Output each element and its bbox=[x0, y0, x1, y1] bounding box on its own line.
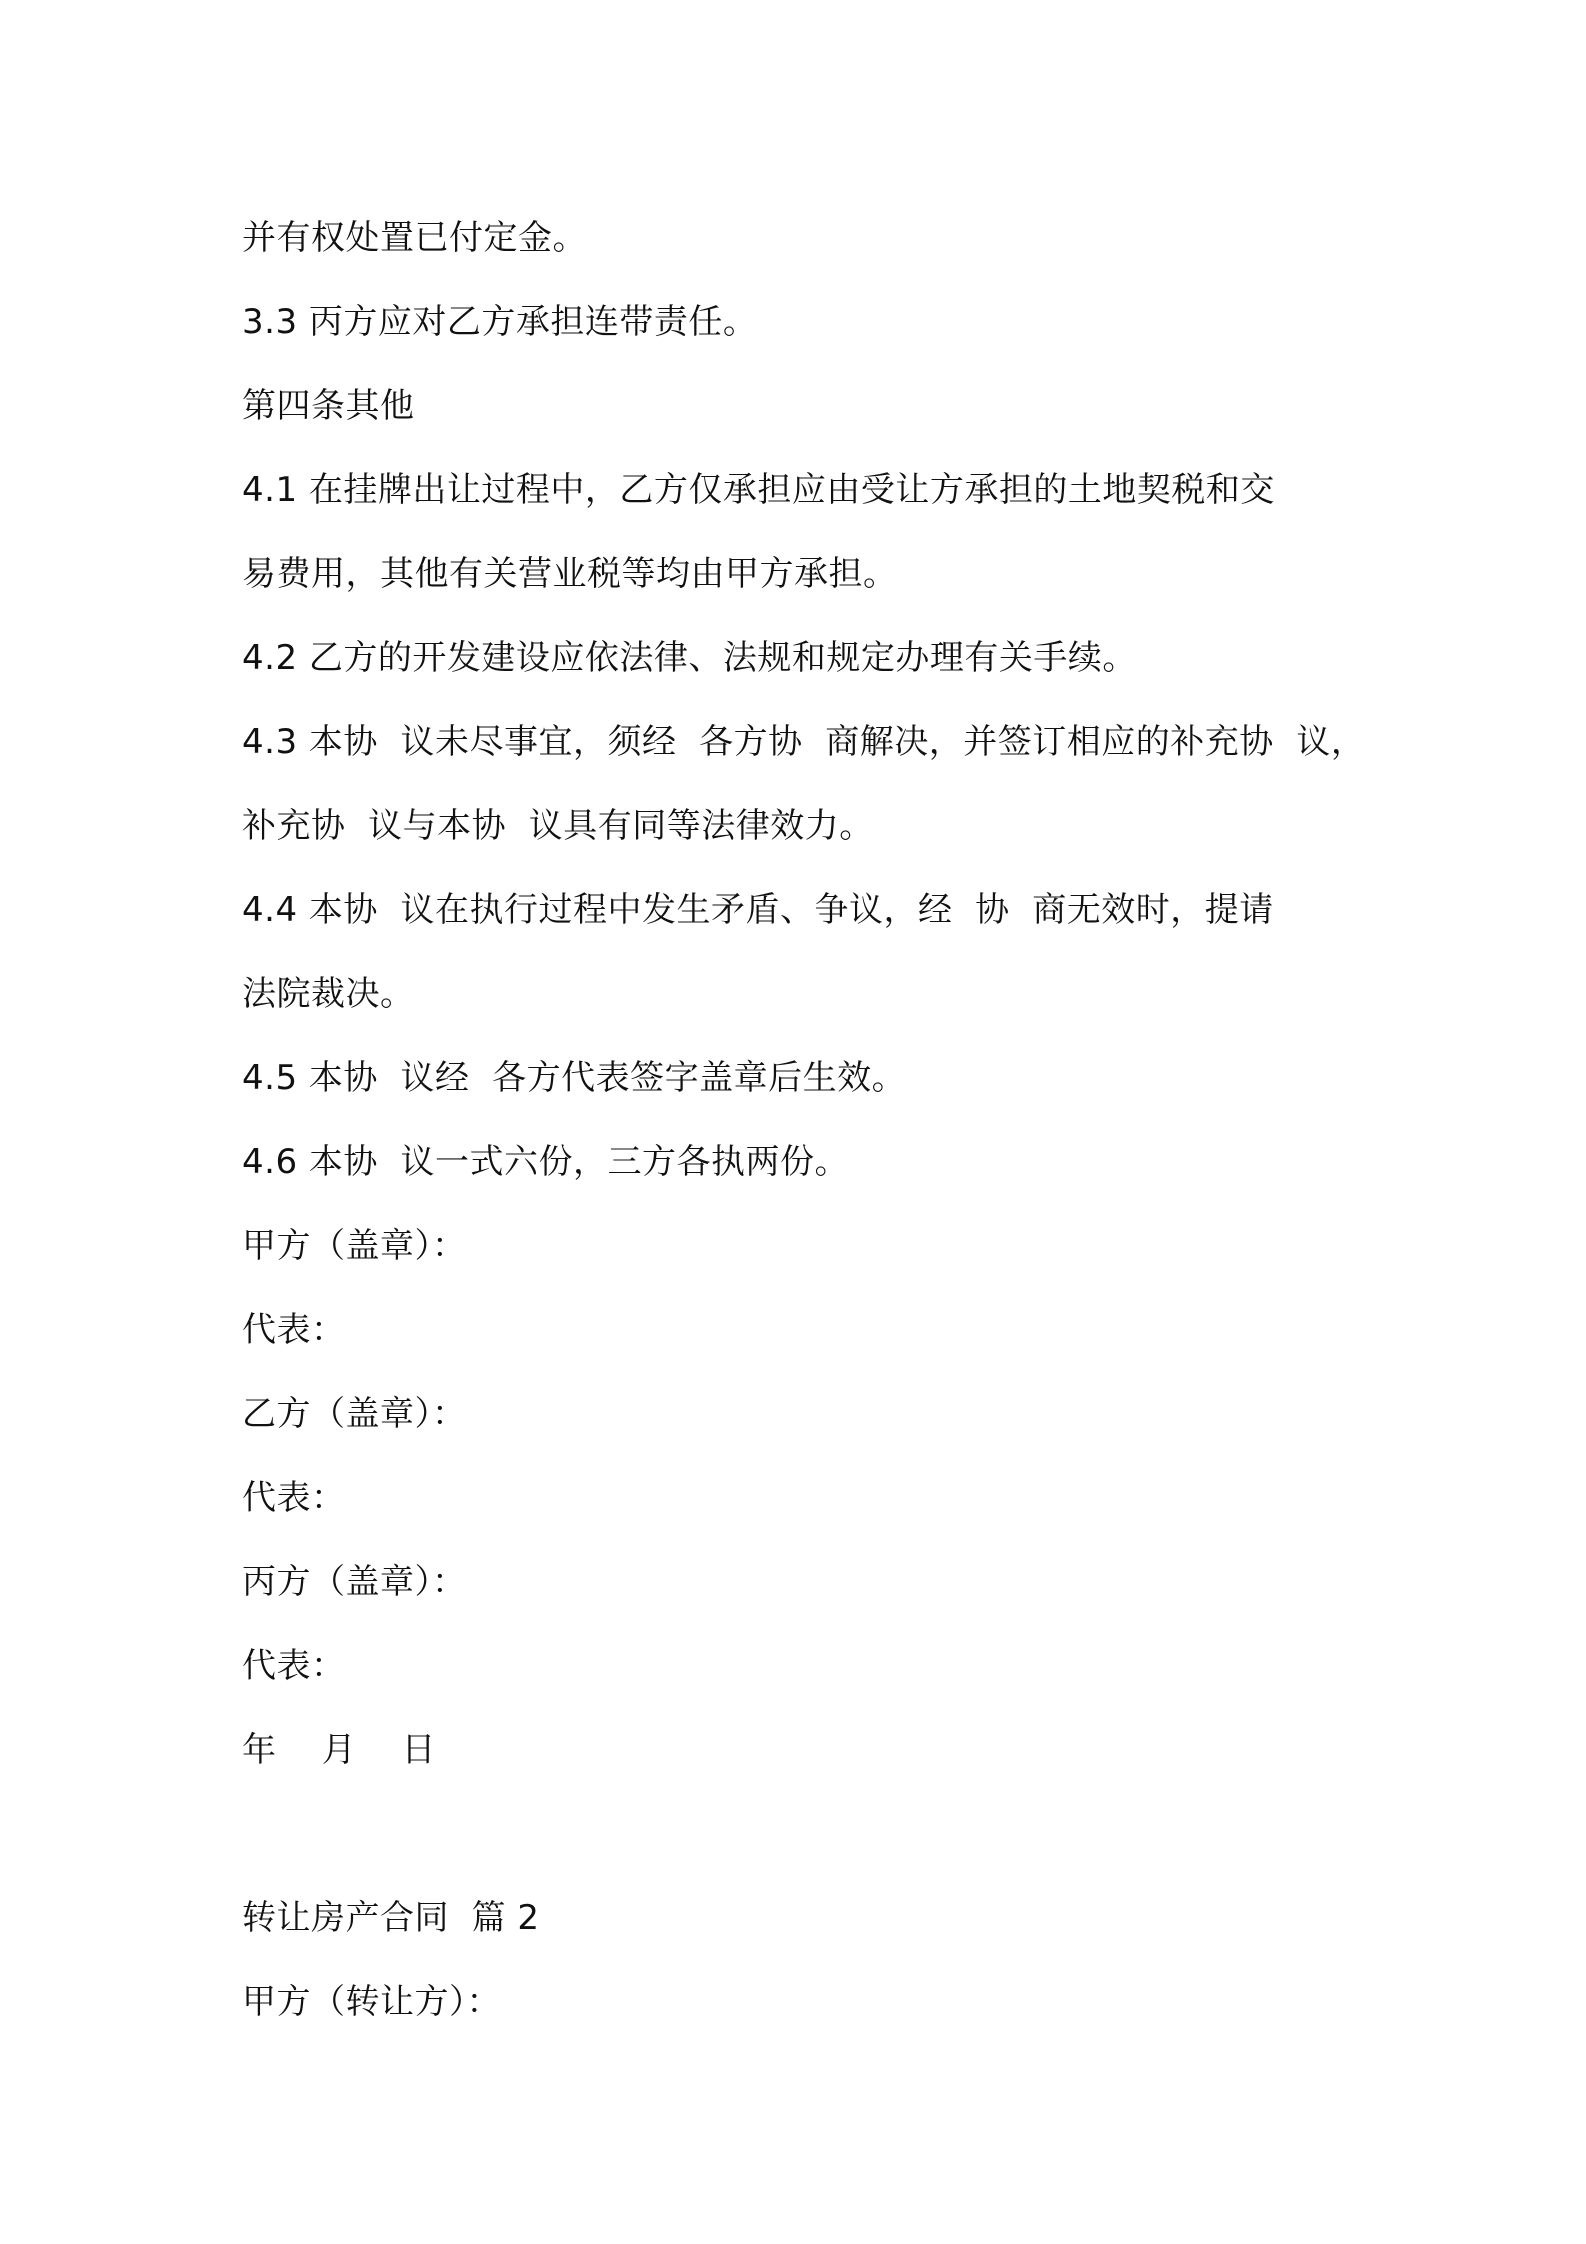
party-b-seal: 乙方（盖章）： bbox=[242, 1394, 467, 1434]
party-c-seal: 丙方（盖章）： bbox=[242, 1562, 467, 1602]
article-4-heading: 第四条其他 bbox=[242, 386, 415, 426]
clause-4-3: 4.3 本协 议未尽事宜，须经 各方协 商解决，并签订相应的补充协 议， bbox=[242, 722, 1366, 762]
clause-4-3-cont: 补充协 议与本协 议具有同等法律效力。 bbox=[242, 806, 874, 846]
party-c-representative: 代表： bbox=[242, 1646, 346, 1686]
clause-4-1-cont: 易费用，其他有关营业税等均由甲方承担。 bbox=[242, 554, 898, 594]
clause-4-6: 4.6 本协 议一式六份，三方各执两份。 bbox=[242, 1142, 849, 1182]
party-a-seal: 甲方（盖章）： bbox=[242, 1226, 467, 1266]
clause-3-3: 3.3 丙方应对乙方承担连带责任。 bbox=[242, 302, 758, 342]
text-line: 并有权处置已付定金。 bbox=[242, 218, 587, 258]
party-a-representative: 代表： bbox=[242, 1310, 346, 1350]
clause-4-4: 4.4 本协 议在执行过程中发生矛盾、争议，经 协 商无效时，提请 bbox=[242, 890, 1274, 930]
blank-spacer bbox=[242, 1792, 1382, 1876]
party-b-representative: 代表： bbox=[242, 1478, 346, 1518]
clause-4-2: 4.2 乙方的开发建设应依法律、法规和规定办理有关手续。 bbox=[242, 638, 1137, 678]
clause-4-5: 4.5 本协 议经 各方代表签字盖章后生效。 bbox=[242, 1058, 907, 1098]
clause-4-4-cont: 法院裁决。 bbox=[242, 974, 415, 1014]
clause-4-1: 4.1 在挂牌出让过程中，乙方仅承担应由受让方承担的土地契税和交 bbox=[242, 470, 1275, 510]
section-2-title: 转让房产合同 篇 2 bbox=[242, 1898, 540, 1938]
transferor-label: 甲方（转让方）： bbox=[242, 1982, 501, 2022]
document-body bbox=[242, 196, 1382, 2044]
date-line: 年 月 日 bbox=[242, 1730, 436, 1770]
